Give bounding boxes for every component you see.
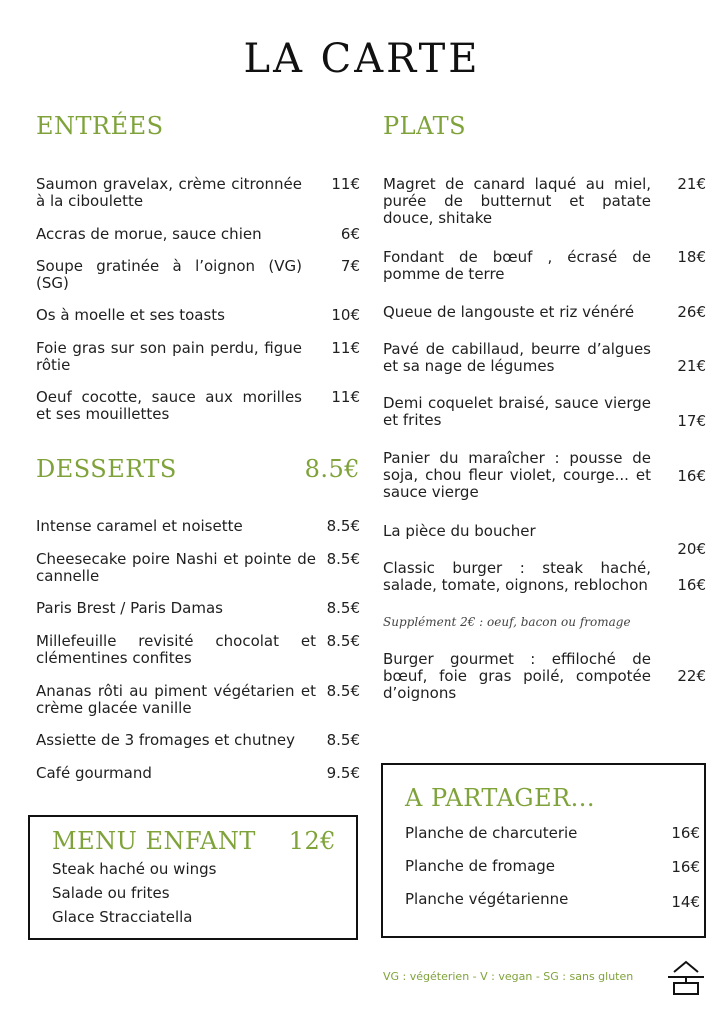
dessert-item-price: 8.5€ [326,731,360,749]
plat-item-name: Panier du maraîcher : pousse de soja, chou fleur violet, courge... et sauce vierge [383,449,651,501]
dessert-item-price: 8.5€ [326,682,360,700]
plat-item-name: Pavé de cabillaud, beurre d’algues et sa nage de légumes [383,340,651,375]
plat-item-name: Demi coquelet braisé, sauce vierge et frites [383,394,651,429]
dessert-item-price: 8.5€ [326,517,360,535]
desserts-heading: DESSERTS [36,455,177,483]
restaurant-logo-icon [666,960,706,996]
entree-item-name: Soupe gratinée à l’oignon (VG) (SG) [36,257,302,292]
supplement-note: Supplément 2€ : oeuf, bacon ou fromage [383,615,631,629]
dessert-item-name: Intense caramel et noisette [36,517,243,535]
entree-item-price: 11€ [331,175,360,193]
entree-item-name: Oeuf cocotte, sauce aux morilles et ses mouillettes [36,388,302,423]
entree-item-price: 6€ [340,225,360,243]
dessert-item-name: Millefeuille revisité chocolat et clémentines confites [36,632,316,667]
partager-item-name: Planche végétarienne [405,890,569,908]
menu-enfant-price: 12€ [288,827,336,855]
plat-item-name: Burger gourmet : effiloché de bœuf, foie gras poilé, compotée d’oignons [383,650,651,702]
plat-item-price: 18€ [677,248,706,266]
partager-item-name: Planche de fromage [405,857,556,875]
plats-heading: PLATS [383,112,467,140]
a-partager-heading: A PARTAGER... [405,784,596,812]
entree-item-name: Foie gras sur son pain perdu, figue rôtie [36,339,302,374]
entree-item-price: 7€ [340,257,360,275]
menu-enfant-heading: MENU ENFANT [52,827,256,855]
menu-enfant-item: Steak haché ou wings [52,860,217,878]
plat-item-price: 17€ [677,412,706,430]
dessert-item-price: 8.5€ [326,599,360,617]
partager-item-price: 16€ [671,824,700,842]
plat-item-name: Magret de canard laqué au miel, purée de butternut et patate douce, shitake [383,175,651,227]
dessert-item-name: Ananas rôti au piment végétarien et crème glacée vanille [36,682,316,717]
plat-item-name: La pièce du boucher [383,522,536,540]
entrees-heading: ENTRÉES [36,112,164,140]
plat-item-price: 20€ [677,540,706,558]
entree-item-name: Accras de morue, sauce chien [36,225,262,243]
dessert-item-name: Cheesecake poire Nashi et pointe de cannelle [36,550,316,585]
dessert-item-name: Assiette de 3 fromages et chutney [36,731,295,749]
entree-item-price: 11€ [331,388,360,406]
dessert-item-name: Café gourmand [36,764,152,782]
entree-item-name: Os à moelle et ses toasts [36,306,225,324]
plat-item-name: Queue de langouste et riz vénéré [383,303,635,321]
plat-item-name: Fondant de bœuf , écrasé de pomme de terre [383,248,651,283]
dessert-item-name: Paris Brest / Paris Damas [36,599,223,617]
page-title: LA CARTE [243,36,481,82]
plat-item-price: 16€ [677,467,706,485]
dessert-item-price: 8.5€ [326,632,360,650]
plat-item-name: Classic burger : steak haché, salade, tomate, oignons, reblochon [383,559,651,594]
plat-item-price: 22€ [677,667,706,685]
dessert-item-price: 8.5€ [326,550,360,568]
dietary-legend: VG : végéterien - V : vegan - SG : sans gluten [383,970,634,983]
partager-item-price: 14€ [671,893,700,911]
plat-item-price: 26€ [677,303,706,321]
entree-item-price: 10€ [331,306,360,324]
plat-item-price: 21€ [677,357,706,375]
plat-item-price: 21€ [677,175,706,193]
menu-enfant-item: Salade ou frites [52,884,170,902]
entree-item-price: 11€ [331,339,360,357]
partager-item-price: 16€ [671,858,700,876]
entree-item-name: Saumon gravelax, crème citronnée à la ciboulette [36,175,302,210]
menu-enfant-item: Glace Stracciatella [52,908,193,926]
partager-item-name: Planche de charcuterie [405,824,578,842]
plat-item-price: 16€ [677,576,706,594]
dessert-item-price: 9.5€ [326,764,360,782]
desserts-heading-price: 8.5€ [304,455,360,483]
